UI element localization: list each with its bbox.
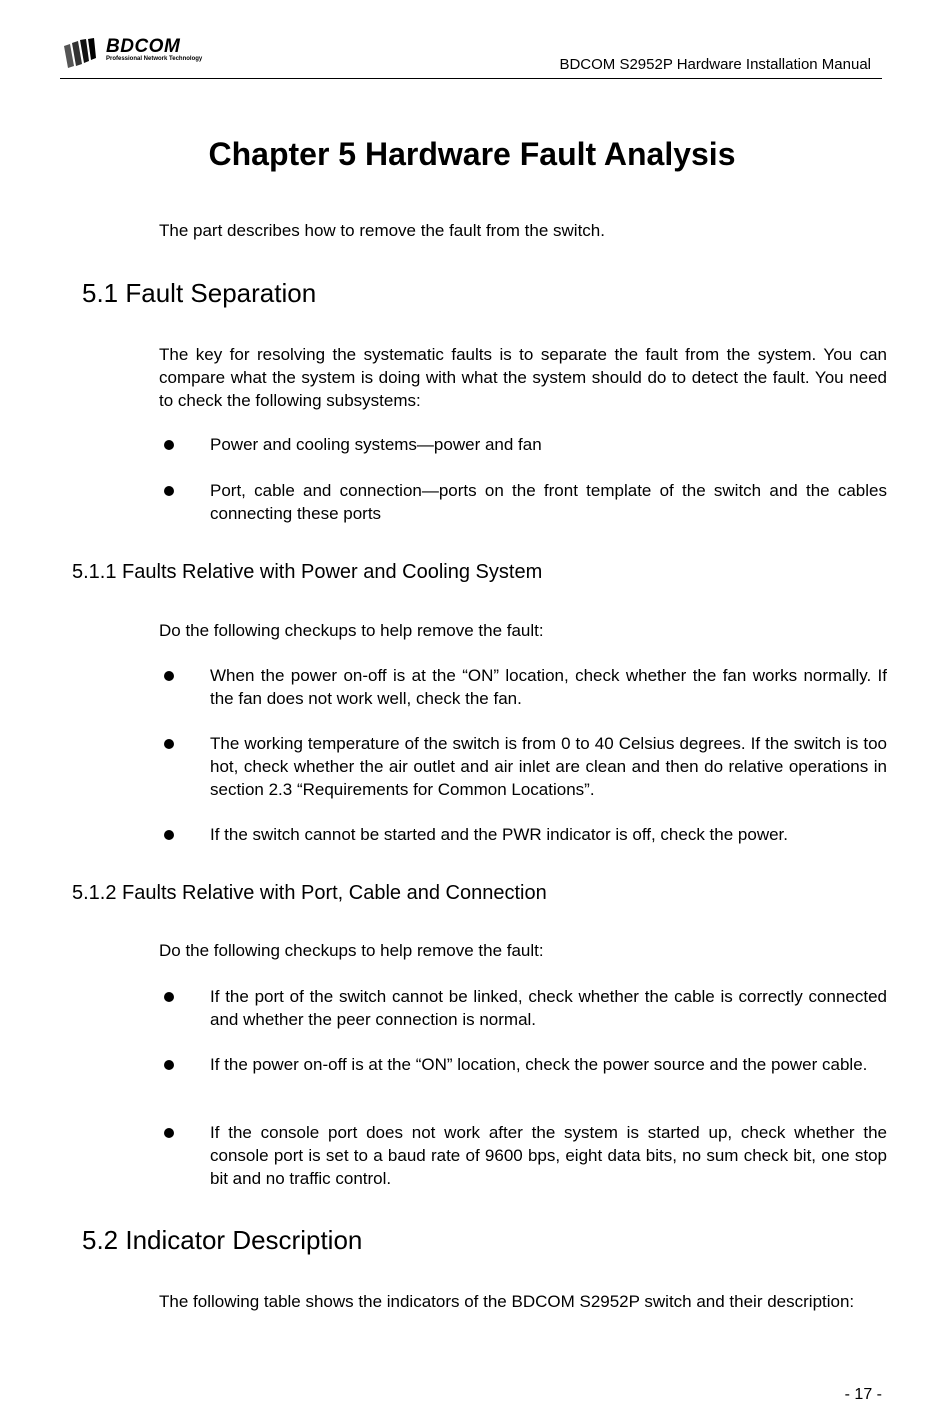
bullet-icon: [164, 440, 174, 450]
list-item-text: Power and cooling systems—power and fan: [210, 435, 542, 454]
section-5-1-2-paragraph: Do the following checkups to help remove the fault:: [159, 941, 544, 960]
bullet-icon: [164, 739, 174, 749]
chapter-title: Chapter 5 Hardware Fault Analysis: [208, 136, 736, 172]
chapter-intro: The part describes how to remove the fault from the switch.: [159, 221, 605, 240]
section-5-1-1-heading: 5.1.1 Faults Relative with Power and Cooling System: [72, 561, 543, 583]
bullet-icon: [164, 486, 174, 496]
list-item-text: If the switch cannot be started and the PWR indicator is off, check the power.: [210, 825, 788, 844]
list-item-text: The working temperature of the switch is from 0 to 40 Celsius degrees. If the switch is too hot, check whether the air outlet and air inlet are clean and then do relative operations in section 2.3 “Requirements for Common Locations”.: [210, 734, 887, 799]
bullet-icon: [164, 1060, 174, 1070]
list-item-text: If the power on-off is at the “ON” location, check the power source and the power cable.: [210, 1055, 868, 1074]
bullet-icon: [164, 671, 174, 681]
bullet-icon: [164, 1128, 174, 1138]
list-item-text: When the power on-off is at the “ON” location, check whether the fan works normally. If the fan does not work well, check the fan.: [210, 666, 887, 708]
bullet-icon: [164, 830, 174, 840]
header-title: BDCOM S2952P Hardware Installation Manual: [559, 56, 871, 73]
section-5-1-paragraph: The key for resolving the systematic faults is to separate the fault from the system. You can compare what the system is doing with what the system should do to detect the fault. You need to check the following subsystems:: [159, 345, 887, 410]
list-item-text: If the console port does not work after the system is started up, check whether the console port is set to a baud rate of 9600 bps, eight data bits, no sum check bit, one stop bit and no traffic control.: [210, 1123, 887, 1188]
page-header: [60, 36, 882, 79]
section-5-1-1-paragraph: Do the following checkups to help remove the fault:: [159, 621, 544, 640]
section-5-1-heading: 5.1 Fault Separation: [82, 278, 317, 308]
section-5-2-paragraph: The following table shows the indicators of the BDCOM S2952P switch and their description:: [159, 1292, 855, 1311]
bullet-icon: [164, 992, 174, 1002]
section-5-2-heading: 5.2 Indicator Description: [82, 1225, 363, 1255]
bdcom-logo: [62, 36, 202, 72]
logo-name: BDCOM: [106, 36, 181, 57]
page-number: - 17 -: [844, 1386, 882, 1403]
section-5-1-2-heading: 5.1.2 Faults Relative with Port, Cable and Connection: [72, 882, 547, 904]
logo-tagline: Professional Network Technology: [106, 56, 203, 62]
list-item-text: Port, cable and connection—ports on the front template of the switch and the cables connecting these ports: [210, 481, 887, 523]
list-item-text: If the port of the switch cannot be linked, check whether the cable is correctly connected and whether the peer connection is normal.: [210, 987, 887, 1029]
logo-stripes-icon: [62, 38, 104, 68]
